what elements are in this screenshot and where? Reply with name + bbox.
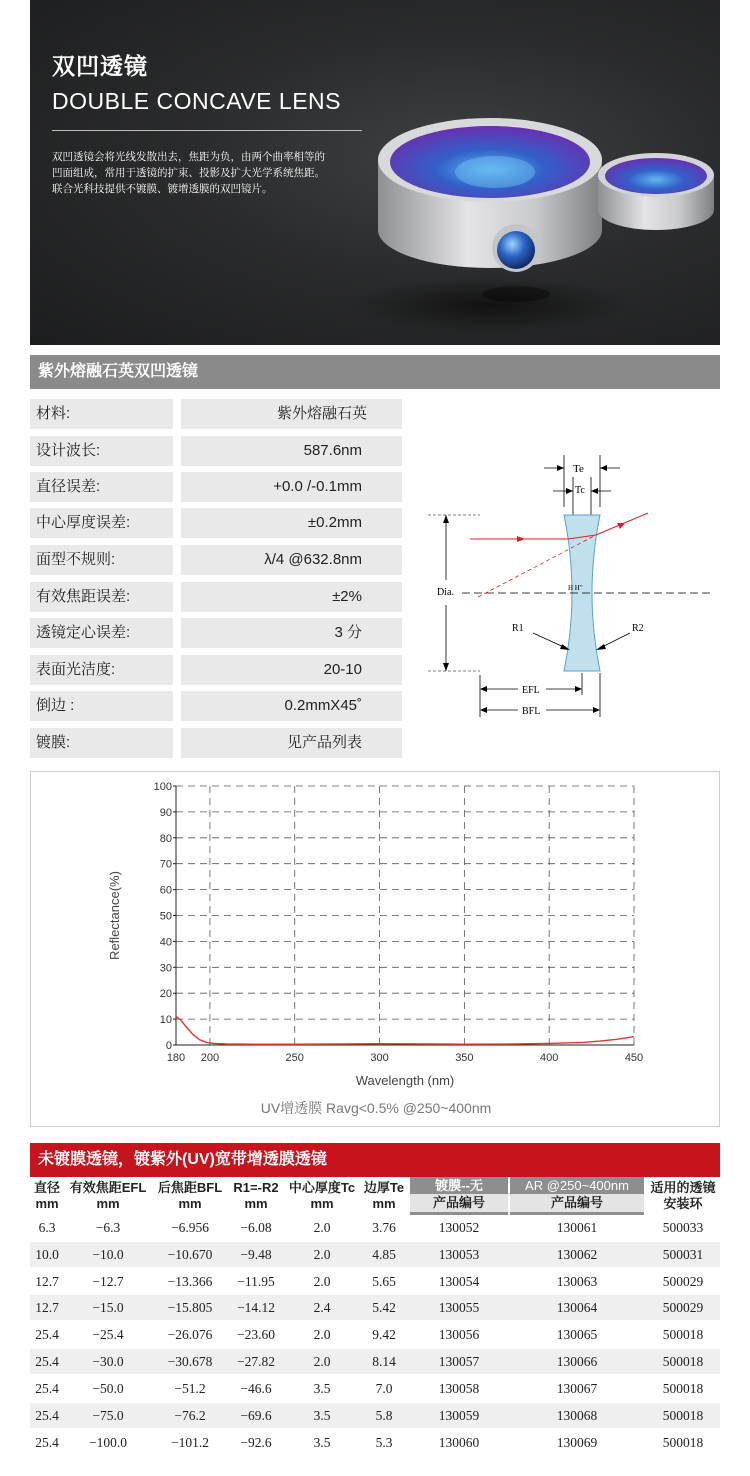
y-axis-title: Reflectance(%) xyxy=(107,871,122,960)
header-unit: 产品编号 xyxy=(410,1194,508,1212)
header-unit: mm xyxy=(35,1196,59,1211)
reflectance-chart-plot xyxy=(31,772,721,1092)
header-unit: mm xyxy=(96,1196,120,1211)
spec-label: 倒边 : xyxy=(30,691,173,721)
header-unit: 安装环 xyxy=(663,1196,703,1211)
table-row xyxy=(30,1322,720,1347)
header-line: 直径 xyxy=(33,1180,60,1195)
lens-product-image xyxy=(330,90,720,345)
x-tick-label: 180 xyxy=(166,1052,186,1064)
y-tick-label: 40 xyxy=(159,936,172,949)
spec-value: 20-10 xyxy=(181,655,402,685)
x-tick-label: 400 xyxy=(540,1052,559,1064)
header-line: R1=-R2 xyxy=(233,1180,279,1195)
table-cell: 2.0 xyxy=(313,1327,331,1342)
table-cell: 2.0 xyxy=(313,1247,331,1262)
spec-row xyxy=(30,655,402,685)
header-line: 后焦距BFL xyxy=(157,1180,223,1195)
x-tick-label: 300 xyxy=(370,1052,389,1064)
table-cell: −76.2 xyxy=(174,1408,206,1423)
table-cell: 130055 xyxy=(438,1300,480,1315)
table-cell: 10.0 xyxy=(35,1247,59,1262)
col-header-ar xyxy=(510,1177,644,1215)
col-header-uncoated xyxy=(410,1177,508,1215)
table-row xyxy=(30,1242,720,1267)
table-cell: 130052 xyxy=(438,1220,480,1235)
table-cell: 3.5 xyxy=(313,1381,331,1396)
table-cell: −15.805 xyxy=(167,1300,213,1315)
table-cell: −10.0 xyxy=(92,1247,124,1262)
hero-description xyxy=(52,149,387,197)
table-row xyxy=(30,1295,720,1320)
table-cell: 500029 xyxy=(662,1300,704,1315)
te-label: Te xyxy=(573,463,584,475)
spec-row xyxy=(30,399,402,429)
table-cell: −6.3 xyxy=(95,1220,121,1235)
spec-row xyxy=(30,582,402,612)
y-tick-label: 90 xyxy=(159,806,172,819)
y-tick-label: 100 xyxy=(153,781,172,793)
table-cell: −13.366 xyxy=(167,1274,213,1289)
header-line: AR @250~400nm xyxy=(525,1178,629,1193)
spec-label: 表面光洁度: xyxy=(30,655,173,685)
table-cell: −27.82 xyxy=(237,1354,275,1369)
table-cell: 2.4 xyxy=(313,1300,331,1315)
table-cell: 130060 xyxy=(438,1435,480,1450)
table-cell: 12.7 xyxy=(35,1274,59,1289)
r1-label: R1 xyxy=(512,623,524,634)
table-row xyxy=(30,1215,720,1240)
table-cell: 130056 xyxy=(438,1327,480,1342)
table-cell: 7.0 xyxy=(375,1381,393,1396)
table-cell: 500018 xyxy=(662,1354,704,1369)
x-tick-label: 200 xyxy=(200,1052,220,1064)
chart-caption: UV增透膜 Ravg<0.5% @250~400nm xyxy=(260,1100,492,1116)
y-tick-label: 30 xyxy=(159,962,172,975)
spec-value: 见产品列表 xyxy=(181,728,402,758)
spec-label: 有效焦距误差: xyxy=(30,582,173,612)
hero-divider xyxy=(52,130,362,131)
table-row xyxy=(30,1376,720,1401)
bfl-label: BFL xyxy=(522,706,541,717)
col-header-radius xyxy=(228,1177,284,1215)
spec-value: 0.2mmX45˚ xyxy=(181,691,402,721)
table-cell: 130054 xyxy=(438,1274,480,1289)
hero-desc-line: 双凹透镜会将光线发散出去，焦距为负，由两个曲率相等的 xyxy=(52,151,325,163)
table-cell: −15.0 xyxy=(92,1300,124,1315)
spec-label: 透镜定心误差: xyxy=(30,618,173,648)
table-cell: 500033 xyxy=(662,1220,704,1235)
spec-row xyxy=(30,728,402,758)
table-cell: 4.85 xyxy=(372,1247,396,1262)
y-tick-label: 70 xyxy=(159,858,172,871)
table-cell: 130062 xyxy=(556,1247,598,1262)
spec-label: 中心厚度误差: xyxy=(30,508,173,538)
spec-label: 镀膜: xyxy=(30,728,173,758)
table-cell: −23.60 xyxy=(237,1327,275,1342)
principal-plane-label: H H" xyxy=(568,584,583,592)
table-cell: −51.2 xyxy=(174,1381,206,1396)
header-line: 有效焦距EFL xyxy=(69,1180,147,1195)
table-cell: 12.7 xyxy=(35,1300,59,1315)
table-cell: −6.956 xyxy=(171,1220,209,1235)
table-cell: −30.0 xyxy=(92,1354,124,1369)
table-cell: 25.4 xyxy=(35,1435,59,1450)
spec-row xyxy=(30,545,402,575)
spec-row xyxy=(30,436,402,466)
header-unit: mm xyxy=(372,1196,396,1211)
table-row xyxy=(30,1430,720,1455)
table-cell: 2.0 xyxy=(313,1274,331,1289)
table-cell: 130058 xyxy=(438,1381,480,1396)
table-row xyxy=(30,1403,720,1428)
table-cell: 25.4 xyxy=(35,1354,59,1369)
spec-row xyxy=(30,472,402,502)
col-header-dia xyxy=(30,1177,64,1215)
dia-label: Dia. xyxy=(437,587,454,598)
spec-value: 紫外熔融石英 xyxy=(181,399,402,429)
col-header-bfl xyxy=(152,1177,228,1215)
r2-label: R2 xyxy=(632,623,644,634)
table-cell: 130061 xyxy=(556,1220,598,1235)
table-cell: −46.6 xyxy=(240,1381,272,1396)
hero-desc-line: 联合光科技提供不镀膜、镀增透膜的双凹镜片。 xyxy=(52,183,273,195)
reflectance-chart xyxy=(30,771,720,1127)
table-cell: 5.3 xyxy=(375,1435,393,1450)
hero-title-cn: 双凹透镜 xyxy=(52,53,148,79)
header-unit: mm xyxy=(244,1196,268,1211)
table-cell: 500018 xyxy=(662,1435,704,1450)
table-cell: 130053 xyxy=(438,1247,480,1262)
table-cell: −26.076 xyxy=(167,1327,213,1342)
table-cell: 5.65 xyxy=(372,1274,396,1289)
col-header-ring xyxy=(646,1177,720,1215)
y-tick-label: 80 xyxy=(159,832,172,845)
table-cell: 500018 xyxy=(662,1327,704,1342)
table-cell: −75.0 xyxy=(92,1408,124,1423)
spec-row xyxy=(30,618,402,648)
table-cell: 130065 xyxy=(556,1327,598,1342)
table-cell: −30.678 xyxy=(167,1354,213,1369)
spec-label: 材料: xyxy=(30,399,173,429)
table-cell: −12.7 xyxy=(92,1274,124,1289)
col-header-tc xyxy=(284,1177,360,1215)
table-cell: 5.42 xyxy=(372,1300,396,1315)
table-cell: −25.4 xyxy=(92,1327,124,1342)
product-section-title: 未镀膜透镜，镀紫外(UV)宽带增透膜透镜 xyxy=(30,1143,720,1177)
y-tick-label: 10 xyxy=(159,1014,172,1027)
spec-label: 直径误差: xyxy=(30,472,173,502)
header-unit: 产品编号 xyxy=(510,1194,644,1212)
table-cell: −14.12 xyxy=(237,1300,275,1315)
table-cell: 25.4 xyxy=(35,1408,59,1423)
hero-desc-line: 凹面组成，常用于透镜的扩束、投影及扩大光学系统焦距。 xyxy=(52,167,325,179)
header-line: 适用的透镜 xyxy=(650,1180,716,1195)
x-tick-label: 250 xyxy=(285,1052,304,1064)
table-cell: −9.48 xyxy=(240,1247,272,1262)
table-cell: 9.42 xyxy=(372,1327,396,1342)
table-cell: 130057 xyxy=(438,1354,480,1369)
table-cell: 3.76 xyxy=(372,1220,396,1235)
table-cell: 500031 xyxy=(662,1247,704,1262)
table-cell: 130059 xyxy=(438,1408,480,1423)
col-header-efl xyxy=(64,1177,152,1215)
table-cell: 3.5 xyxy=(313,1408,331,1423)
spec-value: +0.0 /-0.1mm xyxy=(181,472,402,502)
table-row xyxy=(30,1269,720,1294)
header-unit: mm xyxy=(178,1196,202,1211)
spec-value: ±2% xyxy=(181,582,402,612)
table-cell: 5.8 xyxy=(375,1408,393,1423)
spec-value: 587.6nm xyxy=(181,436,402,466)
x-tick-label: 450 xyxy=(624,1052,644,1064)
y-tick-label: 60 xyxy=(159,884,172,897)
hero-banner xyxy=(30,0,720,345)
spec-label: 设计波长: xyxy=(30,436,173,466)
spec-value: 3 分 xyxy=(181,618,402,648)
table-cell: 500018 xyxy=(662,1408,704,1423)
table-row xyxy=(30,1349,720,1374)
table-cell: 2.0 xyxy=(313,1220,331,1235)
spec-section-title: 紫外熔融石英双凹透镜 xyxy=(30,355,720,389)
spec-row xyxy=(30,691,402,721)
table-cell: 8.14 xyxy=(372,1354,396,1369)
table-cell: −101.2 xyxy=(171,1435,209,1450)
header-line: 镀膜--无 xyxy=(435,1178,483,1193)
table-cell: 130067 xyxy=(556,1381,598,1396)
header-unit: mm xyxy=(310,1196,334,1211)
series-line-0 xyxy=(176,1017,634,1045)
table-cell: 3.5 xyxy=(313,1435,331,1450)
y-tick-label: 50 xyxy=(159,910,172,923)
spec-label: 面型不规则: xyxy=(30,545,173,575)
table-cell: 130063 xyxy=(556,1274,598,1289)
table-cell: 2.0 xyxy=(313,1354,331,1369)
table-cell: −10.670 xyxy=(167,1247,213,1262)
header-line: 边厚Te xyxy=(363,1180,405,1195)
table-cell: −69.6 xyxy=(240,1408,272,1423)
col-header-te xyxy=(360,1177,408,1215)
table-cell: −11.95 xyxy=(237,1274,275,1289)
table-cell: 25.4 xyxy=(35,1381,59,1396)
table-cell: 6.3 xyxy=(38,1220,56,1235)
table-cell: 25.4 xyxy=(35,1327,59,1342)
spec-row xyxy=(30,508,402,538)
table-cell: 500018 xyxy=(662,1381,704,1396)
efl-label: EFL xyxy=(522,685,540,696)
lens-dimension-diagram xyxy=(420,455,720,725)
table-cell: 500029 xyxy=(662,1274,704,1289)
tc-label: Tc xyxy=(575,485,585,496)
x-axis-title: Wavelength (nm) xyxy=(355,1073,455,1088)
y-tick-label: 20 xyxy=(159,988,172,1001)
header-line: 中心厚度Tc xyxy=(288,1180,356,1195)
spec-value: ±0.2mm xyxy=(181,508,402,538)
table-cell: −100.0 xyxy=(89,1435,127,1450)
table-cell: −92.6 xyxy=(240,1435,272,1450)
spec-value: λ/4 @632.8nm xyxy=(181,545,402,575)
y-tick-label: 0 xyxy=(165,1040,172,1052)
table-cell: −6.08 xyxy=(240,1220,272,1235)
table-cell: 130066 xyxy=(556,1354,598,1369)
table-cell: −50.0 xyxy=(92,1381,124,1396)
hero-title-en: DOUBLE CONCAVE LENS xyxy=(52,88,341,114)
product-table-header xyxy=(30,1177,720,1215)
x-tick-label: 350 xyxy=(455,1052,474,1064)
table-cell: 130064 xyxy=(556,1300,598,1315)
table-cell: 130068 xyxy=(556,1408,598,1423)
table-cell: 130069 xyxy=(556,1435,598,1450)
